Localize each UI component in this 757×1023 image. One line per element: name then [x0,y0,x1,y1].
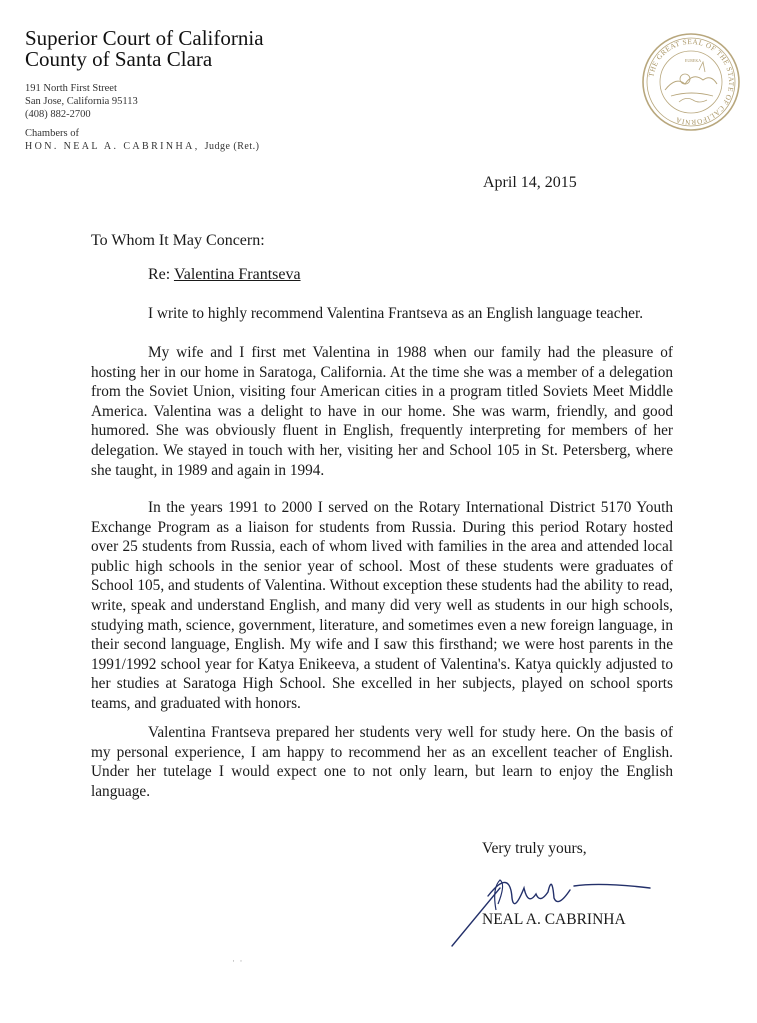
chambers-label: Chambers of [25,128,79,139]
scan-speck: · · [232,956,243,966]
california-seal-icon [641,32,741,132]
closing: Very truly yours, [482,840,587,857]
seal-ring-text: THE GREAT SEAL OF THE STATE OF CALIFORNIA [647,37,736,127]
phone-number: (408) 882-2700 [25,109,91,120]
court-name-line1: Superior Court of California [25,26,264,50]
address-street: 191 North First Street [25,83,117,94]
court-name-line2: County of Santa Clara [25,47,213,71]
paragraph-recommendation: Valentina Frantseva prepared her students very well for study here. On the basis of my personal experience, I am happy to recommend her as an excellent teacher of English. Under her tutelage I would expect one to not only learn, but learn to enjoy the English language. [91,724,673,800]
judge-title: Judge (Ret.) [204,141,260,152]
address-city: San Jose, California 95113 [25,96,138,107]
paragraph-first-meeting: My wife and I first met Valentina in 1988 when our family had the pleasure of hosting her in our home in Saratoga, California. At the time she was a member of a delegation from the Soviet Union, visiting four American cities in a program titled Soviets Meet Middle America. Valentina was a delight to have in our home. She was warm, friendly, and good humored. She was obviously fluent in English, frequently interpreting for members of her delegation. We stayed in touch with her, visiting her and School 105 in St. Petersberg, where she taught, in 1989 and again in 1994. [91,344,673,479]
paragraph-rotary-exchange: In the years 1991 to 2000 I served on the Rotary International District 5170 Youth Exchange Program as a liaison for students from Russia. During this period Rotary hosted over 25 students from Russia, each of whom lived with families in the area and attended local public high schools in the senior year of school. Most of these students were graduates of School 105, and students of Valentina. Without exception these students had the ability to read, write, speak and understand English, and many did very well as students in our high schools, studying math, science, government, literature, and sometimes even a new foreign language, in their second language, English. My wife and I saw this firsthand; we were host parents in the 1991/1992 school year for Katya Enikeeva, a student of Valentina's. Katya quickly adjusted to her studies at Saratoga High School. She excelled in her subjects, played on school sports teams, and graduated with honors. [91,499,673,712]
signer-name: NEAL A. CABRINHA [482,911,626,928]
letter-date: April 14, 2015 [483,174,577,191]
salutation: To Whom It May Concern: [91,232,265,249]
chambers-judge-name [25,141,259,152]
judge-name: HON. NEAL A. CABRINHA, [25,141,200,152]
re-label: Re: [148,266,171,283]
paragraph-intro: I write to highly recommend Valentina Frantseva as an English language teacher. [148,305,644,322]
re-subject-name: Valentina Frantseva [173,266,301,283]
seal-motto: EUREKA [684,58,702,63]
re-line [148,266,301,284]
signature-icon [440,858,680,953]
